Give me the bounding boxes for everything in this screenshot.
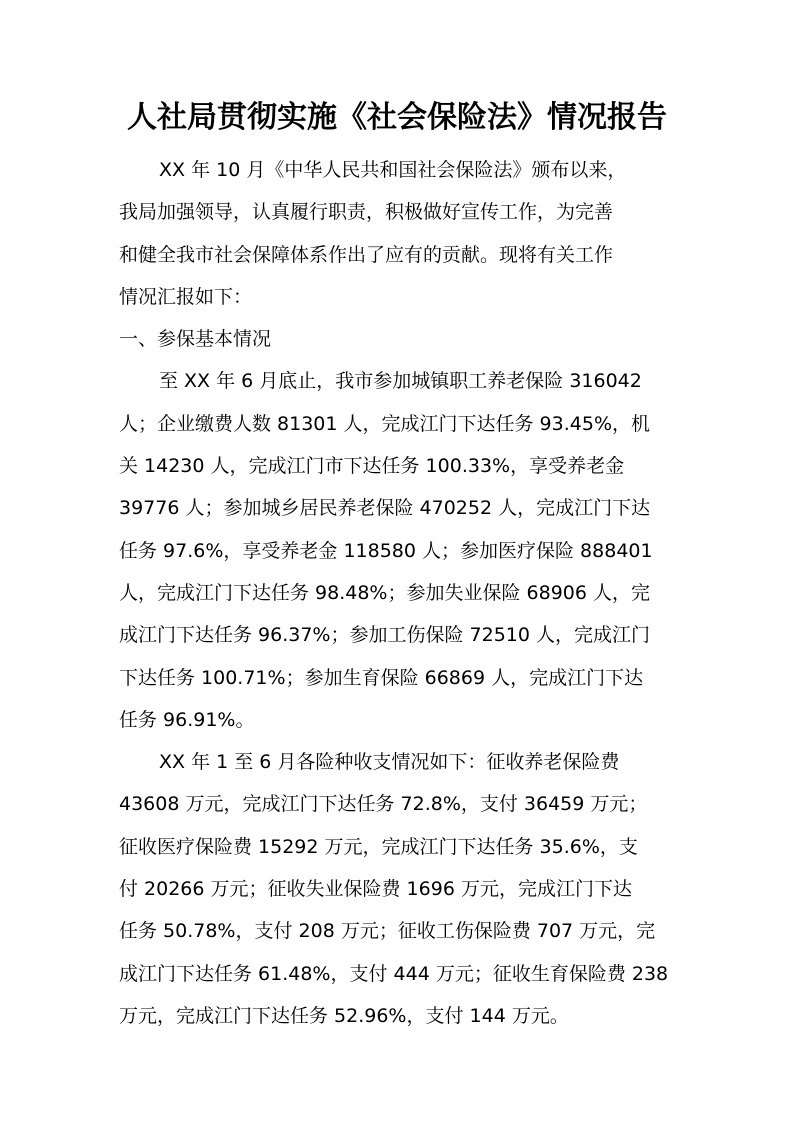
paragraph-line: 人；企业缴费人数 81301 人，完成江门下达任务 93.45%，机 <box>119 412 651 435</box>
paragraph-line: 征收医疗保险费 15292 万元，完成江门下达任务 35.6%，支 <box>119 835 638 858</box>
document-body <box>119 149 679 1037</box>
paragraph-line: 39776 人；参加城乡居民养老保险 470252 人，完成江门下达 <box>119 497 651 520</box>
paragraph-line: XX 年 1 至 6 月各险种收支情况如下：征收养老保险费 <box>159 751 620 774</box>
section-heading: 一、参保基本情况 <box>119 328 272 351</box>
paragraph-line: 万元，完成江门下达任务 52.96%，支付 144 万元。 <box>119 1004 569 1027</box>
paragraph-line: 人，完成江门下达任务 98.48%；参加失业保险 68906 人，完 <box>119 581 651 604</box>
paragraph-line: 成江门下达任务 61.48%，支付 444 万元；征收生育保险费 238 <box>119 962 669 985</box>
paragraph-line: 付 20266 万元；征收失业保险费 1696 万元，完成江门下达 <box>119 878 632 901</box>
document-title: 人社局贯彻实施《社会保险法》情况报告 <box>127 100 667 135</box>
paragraph-line: 任务 50.78%，支付 208 万元；征收工伤保险费 707 万元，完 <box>119 920 656 943</box>
paragraph-line: 至 XX 年 6 月底止，我市参加城镇职工养老保险 316042 <box>159 370 642 393</box>
paragraph-line: 下达任务 100.71%；参加生育保险 66869 人，完成江门下达 <box>119 666 644 689</box>
paragraph-line: 成江门下达任务 96.37%；参加工伤保险 72510 人，完成江门 <box>119 624 651 647</box>
paragraph-line: 关 14230 人，完成江门市下达任务 100.33%，享受养老金 <box>119 455 625 478</box>
paragraph-line: 任务 96.91%。 <box>119 708 255 731</box>
paragraph-line: 43608 万元，完成江门下达任务 72.8%，支付 36459 万元； <box>119 793 648 816</box>
paragraph-line: 我局加强领导，认真履行职责，积极做好宣传工作，为完善 <box>119 201 614 224</box>
paragraph-line: XX 年 10 月《中华人民共和国社会保险法》颁布以来， <box>159 159 627 181</box>
paragraph-line: 任务 97.6%，享受养老金 118580 人；参加医疗保险 888401 <box>119 539 653 562</box>
paragraph-line: 情况汇报如下： <box>119 285 253 308</box>
paragraph-line: 和健全我市社会保障体系作出了应有的贡献。现将有关工作 <box>119 243 614 266</box>
